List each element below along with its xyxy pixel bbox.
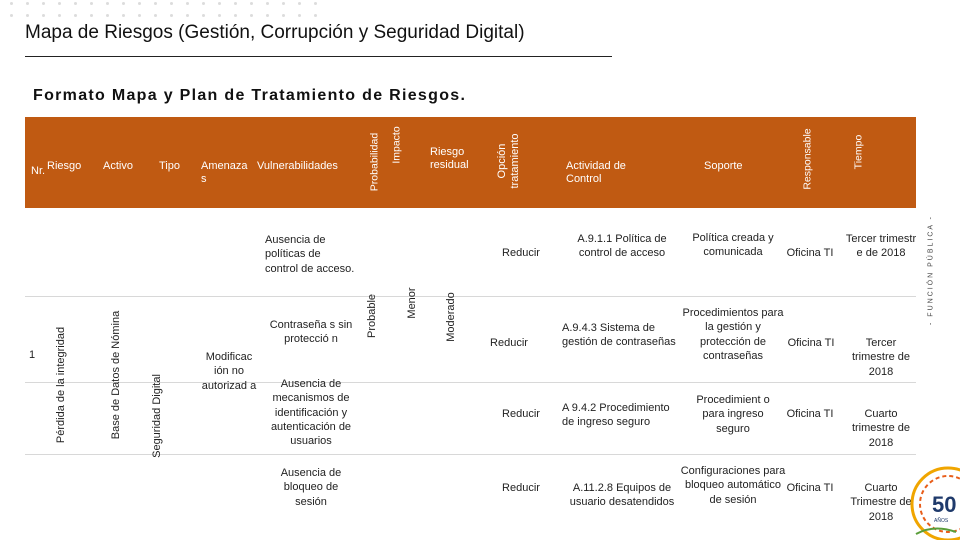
title-rule bbox=[25, 56, 612, 57]
decorative-dot bbox=[170, 14, 173, 17]
logo-suffix: AÑOS bbox=[934, 518, 949, 524]
table-header-band bbox=[25, 117, 916, 208]
decorative-dot bbox=[218, 2, 221, 5]
decorative-dot bbox=[250, 14, 253, 17]
decorative-dot bbox=[42, 14, 45, 17]
decorative-dot bbox=[74, 14, 77, 17]
decorative-dot bbox=[298, 2, 301, 5]
decorative-dot bbox=[282, 14, 285, 17]
row1-responsable: Oficina TI bbox=[786, 247, 834, 259]
decorative-dot bbox=[234, 2, 237, 5]
decorative-dot bbox=[314, 14, 317, 17]
row-separator bbox=[25, 296, 916, 297]
header-tipo: Tipo bbox=[159, 160, 180, 172]
header-actividad-control: Actividad de Control bbox=[566, 160, 626, 186]
row3-responsable: Oficina TI bbox=[786, 408, 834, 420]
decorative-dot bbox=[154, 14, 157, 17]
decorative-dots bbox=[10, 0, 330, 20]
row4-tiempo: Cuarto Trimestre de 2018 bbox=[850, 482, 912, 523]
row3-tiempo: Cuarto trimestre de 2018 bbox=[851, 408, 911, 449]
header-activo: Activo bbox=[103, 160, 133, 172]
row3-actividad: A 9.4.2 Procedimiento de ingreso seguro bbox=[562, 402, 670, 429]
header-riesgo-residual: Riesgo residual bbox=[430, 146, 469, 172]
header-tiempo: Tiempo bbox=[852, 134, 865, 170]
row4-opcion: Reducir bbox=[502, 482, 540, 494]
table-subtitle: Formato Mapa y Plan de Tratamiento de Riesgos. bbox=[33, 87, 467, 104]
decorative-dot bbox=[122, 14, 125, 17]
header-nr: Nr. bbox=[31, 165, 46, 177]
decorative-dot bbox=[90, 2, 93, 5]
row3-soporte: Procedimient o para ingreso seguro bbox=[696, 394, 770, 435]
header-probabilidad: Probabilidad bbox=[368, 132, 381, 192]
decorative-dot bbox=[58, 14, 61, 17]
risk-probabilidad: Probable bbox=[366, 293, 378, 339]
logo-number: 50 bbox=[932, 492, 957, 517]
risk-residual: Moderado bbox=[445, 292, 457, 342]
decorative-dot bbox=[234, 14, 237, 17]
decorative-dot bbox=[26, 2, 29, 5]
row2-soporte: Procedimientos para la gestión y protección de contraseñas bbox=[682, 307, 784, 362]
row1-opcion: Reducir bbox=[502, 247, 540, 259]
decorative-dot bbox=[90, 14, 93, 17]
row2-opcion: Reducir bbox=[490, 337, 528, 349]
decorative-dot bbox=[26, 14, 29, 17]
risk-impacto: Menor bbox=[406, 287, 418, 319]
row3-vulnerabilidad: Ausencia de mecanismos de identificación y autenticación de usuarios bbox=[270, 378, 352, 448]
decorative-dot bbox=[42, 2, 45, 5]
decorative-dot bbox=[266, 14, 269, 17]
slide-title: Mapa de Riesgos (Gestión, Corrupción y Seguridad Digital) bbox=[25, 22, 525, 43]
risk-tipo: Seguridad Digital bbox=[151, 374, 163, 458]
row4-actividad: A.11.2.8 Equipos de usuario desatendidos bbox=[569, 482, 675, 509]
decorative-dot bbox=[138, 14, 141, 17]
risk-number: 1 bbox=[28, 349, 36, 361]
decorative-dot bbox=[186, 14, 189, 17]
decorative-dot bbox=[106, 14, 109, 17]
row4-vulnerabilidad: Ausencia de bloqueo de sesión bbox=[280, 467, 342, 508]
row2-tiempo: Tercer trimestre de 2018 bbox=[851, 337, 911, 378]
decorative-dot bbox=[170, 2, 173, 5]
decorative-dot bbox=[10, 2, 13, 5]
decorative-dot bbox=[298, 14, 301, 17]
row1-actividad: A.9.1.1 Política de control de acceso bbox=[577, 233, 667, 260]
row1-vulnerabilidad: Ausencia de políticas de control de acceso. bbox=[265, 234, 355, 275]
decorative-dot bbox=[10, 14, 13, 17]
header-soporte: Soporte bbox=[704, 160, 743, 172]
decorative-dot bbox=[154, 2, 157, 5]
header-vulnerabilidades: Vulnerabilidades bbox=[257, 160, 338, 172]
row2-actividad: A.9.4.3 Sistema de gestión de contraseñas bbox=[562, 322, 676, 349]
decorative-dot bbox=[186, 2, 189, 5]
decorative-dot bbox=[74, 2, 77, 5]
decorative-dot bbox=[106, 2, 109, 5]
anniversary-logo bbox=[908, 452, 960, 540]
row1-tiempo: Tercer trimestr e de 2018 bbox=[845, 233, 917, 260]
row2-responsable: Oficina TI bbox=[787, 337, 835, 349]
header-responsable: Responsable bbox=[801, 128, 814, 190]
row1-soporte: Política creada y comunicada bbox=[692, 232, 774, 259]
row2-vulnerabilidad: Contraseña s sin protecció n bbox=[269, 319, 353, 346]
header-opcion-tratamiento: Opción tratamiento bbox=[495, 133, 521, 189]
decorative-dot bbox=[58, 2, 61, 5]
decorative-dot bbox=[218, 14, 221, 17]
decorative-dot bbox=[282, 2, 285, 5]
row3-opcion: Reducir bbox=[502, 408, 540, 420]
decorative-dot bbox=[250, 2, 253, 5]
funcion-publica-label: - FUNCIÓN PÚBLICA - bbox=[927, 215, 935, 325]
decorative-dot bbox=[202, 14, 205, 17]
decorative-dot bbox=[266, 2, 269, 5]
header-impacto: Impacto bbox=[390, 126, 403, 164]
risk-activo: Base de Datos de Nómina bbox=[110, 310, 122, 440]
decorative-dot bbox=[122, 2, 125, 5]
row4-soporte: Configuraciones para bloqueo automático de sesión bbox=[680, 465, 786, 506]
header-riesgo: Riesgo bbox=[47, 160, 82, 172]
decorative-dot bbox=[314, 2, 317, 5]
row4-responsable: Oficina TI bbox=[786, 482, 834, 494]
header-amenazas: Amenaza s bbox=[201, 160, 248, 186]
decorative-dot bbox=[138, 2, 141, 5]
risk-name: Pérdida de la integridad bbox=[55, 326, 67, 444]
risk-amenaza: Modificac ión no autorizad a bbox=[201, 351, 257, 392]
decorative-dot bbox=[202, 2, 205, 5]
